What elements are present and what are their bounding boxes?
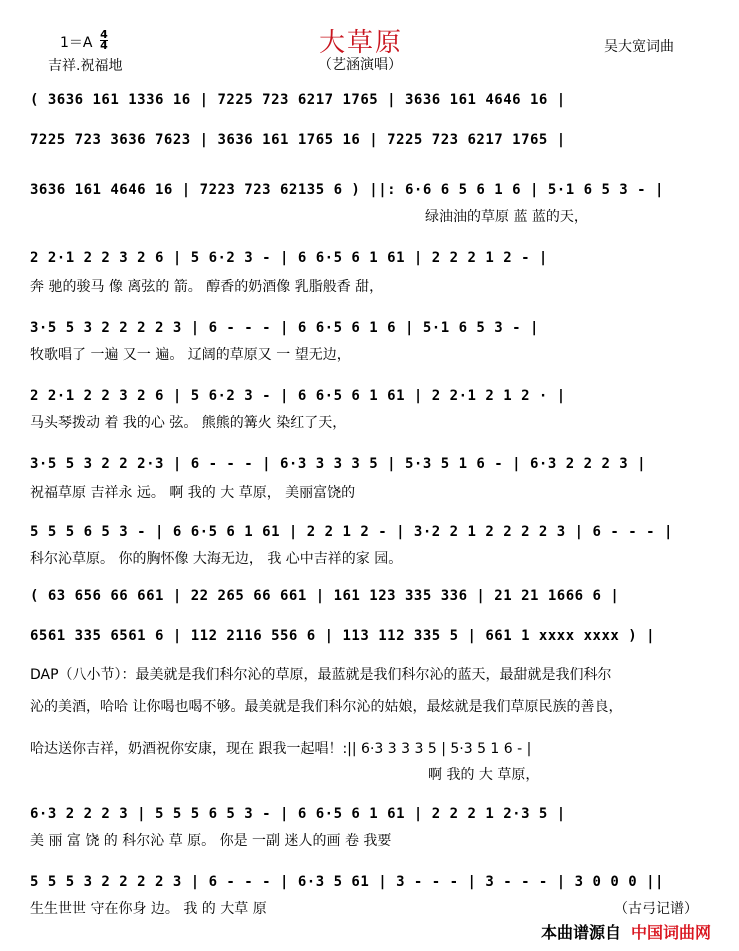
lyric-line-6: 马头琴拨动 着 我的心 弦。 熊熊的篝火 染红了天， (30, 415, 347, 431)
lyric-line-11: 美 丽 富 饶 的 科尔沁 草 原。 你是 一副 迷人的画 卷 我要 (30, 833, 392, 849)
lyric-line-4: 奔 驰的骏马 像 离弦的 箭。 醇香的奶酒像 乳脂般香 甜， (30, 279, 384, 295)
dap-text-1: DAP（八小节）：最美就是我们科尔沁的草原，最蓝就是我们科尔沁的蓝天，最甜就是我们科尔 (30, 667, 612, 683)
score-line-2: 7225 723 3636 7623 | 3636 161 1765 16 | 7225 723 6217 1765 | (30, 132, 566, 148)
score-line-12: 5 5 5 3 2 2 2 2 3 | 6 - - - | 6·3 5 61 | 3 - - - | 3 - - - | 3 0 0 0 || (30, 874, 664, 890)
score-line-3: 3636 161 4646 16 | 7223 723 62135 6 ) ||: 6·6 6 5 6 1 6 | 5·1 6 5 3 - | (30, 182, 664, 198)
score-line-1: ( 3636 161 1336 16 | 7225 723 6217 1765 | 3636 161 4646 16 | (30, 92, 566, 108)
dap-text-2: 沁的美酒，哈哈 让你喝也喝不够。最美就是我们科尔沁的姑娘，最炫就是我们草原民族的善良， (30, 699, 623, 715)
dap-lyric-3: 啊 我的 大 草原， (428, 767, 540, 783)
lyric-line-7: 祝福草原 吉祥永 远。 啊 我的 大 草原， 美丽富饶的 (30, 485, 356, 501)
lyric-line-5: 牧歌唱了 一遍 又一 遍。 辽阔的草原又 一 望无边， (30, 347, 351, 363)
time-signature (100, 30, 108, 51)
dap-text-3: 哈达送你吉祥，奶酒祝你安康，现在 跟我一起唱！:|| 6·3 3 3 3 5 | 5·3 5 1 6 - | (30, 741, 532, 757)
score-line-10: 6561 335 6561 6 | 112 2116 556 6 | 113 112 335 5 | 661 1 xxxx xxxx ) | (30, 628, 656, 644)
author-credit: 吴大宽词曲 (604, 39, 674, 55)
lyric-line-3: 绿油油的草原 蓝 蓝的天， (425, 209, 588, 225)
transcriber-note: （古弓记谱） (614, 901, 698, 917)
score-line-5: 3·5 5 3 2 2 2 2 3 | 6 - - - | 6 6·5 6 1 6 | 5·1 6 5 3 - | (30, 320, 539, 336)
score-line-4: 2 2·1 2 2 3 2 6 | 5 6·2 3 - | 6 6·5 6 1 61 | 2 2 2 1 2 - | (30, 250, 548, 266)
performance-style: 吉祥.祝福地 (48, 58, 123, 74)
lyric-line-8: 科尔沁草原。 你的胸怀像 大海无边， 我 心中吉祥的家 园。 (30, 551, 403, 567)
score-line-9: ( 63 656 66 661 | 22 265 66 661 | 161 123 335 336 | 21 21 1666 6 | (30, 588, 620, 604)
score-line-6: 2 2·1 2 2 3 2 6 | 5 6·2 3 - | 6 6·5 6 1 61 | 2 2·1 2 1 2 · | (30, 388, 566, 404)
lyric-line-12: 生生世世 守在你身 边。 我 的 大草 原 (30, 901, 267, 917)
singer-credit: （艺涵演唱） (318, 57, 402, 73)
meter-bottom: 4 (100, 39, 108, 52)
score-line-8: 5 5 5 6 5 3 - | 6 6·5 6 1 61 | 2 2 1 2 - | 3·2 2 1 2 2 2 2 3 | 6 - - - | (30, 524, 673, 540)
score-line-7: 3·5 5 3 2 2 2·3 | 6 - - - | 6·3 3 3 3 5 | 5·3 5 1 6 - | 6·3 2 2 2 3 | (30, 456, 647, 472)
source-label: 本曲谱源自 (540, 923, 621, 942)
score-line-11: 6·3 2 2 2 3 | 5 5 5 6 5 3 - | 6 6·5 6 1 61 | 2 2 2 1 2·3 5 | (30, 806, 566, 822)
meter-top: 4 (100, 28, 108, 41)
site-name[interactable]: 中国词曲网 (630, 923, 711, 942)
song-title: 大草原 (319, 28, 404, 58)
key-signature: 1＝A (60, 35, 93, 51)
